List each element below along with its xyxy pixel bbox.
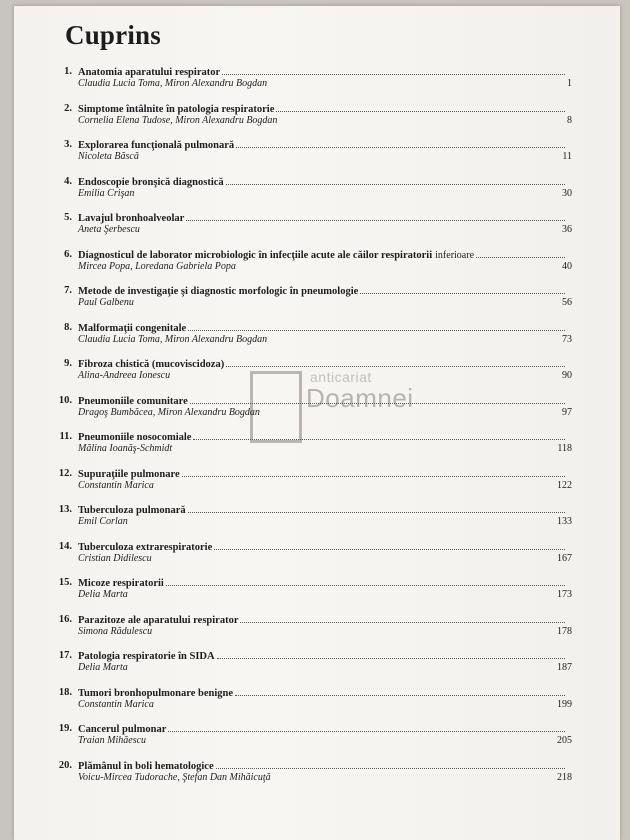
entry-title: Lavajul bronhoalveolar [78, 213, 185, 224]
entry-number: 11. [59, 431, 72, 442]
entry-number: 1. [64, 66, 72, 77]
entry-title-line [78, 541, 568, 553]
entry-title-line [78, 577, 568, 589]
dot-leader [240, 614, 565, 623]
entry-title: Cancerul pulmonar [78, 724, 167, 735]
dot-leader [235, 687, 565, 696]
toc-entry [14, 66, 620, 103]
entry-page-number: 97 [562, 406, 572, 418]
entry-page-number: 36 [562, 224, 572, 235]
entry-authors: Voicu-Mircea Tudorache, Ştefan Dan Mihăicuţă [78, 771, 271, 783]
entry-number: 10. [58, 394, 72, 406]
entry-authors: Cornelia Elena Tudose, Miron Alexandru Bogdan [78, 114, 278, 126]
entry-page-number: 8 [567, 114, 572, 126]
entry-number: 18. [58, 686, 72, 698]
toc-entry [14, 541, 620, 578]
entry-number: 8. [64, 321, 72, 333]
toc-entry [14, 285, 620, 322]
entry-title-line [78, 249, 568, 261]
toc-entry [14, 395, 620, 432]
dot-leader [226, 176, 565, 185]
entry-title: Parazitoze ale aparatului respirator [78, 614, 239, 626]
entry-title-line [78, 212, 568, 224]
dot-leader [168, 723, 565, 732]
entry-title-line [78, 723, 568, 735]
entry-authors: Constantin Marica [78, 479, 154, 491]
entry-page-number: 122 [557, 479, 572, 491]
toc-entry [14, 176, 620, 213]
dot-leader [226, 358, 565, 367]
entry-page-number: 199 [557, 698, 572, 710]
book-page [14, 6, 620, 840]
entry-page-number: 178 [557, 625, 572, 637]
entry-authors: Emilia Crişan [78, 187, 135, 199]
entry-title: Endoscopie bronşică diagnostică [78, 176, 224, 188]
entry-authors: Nicoleta Băscă [78, 151, 139, 162]
entry-page-number: 187 [557, 662, 572, 673]
entry-authors: Emil Corlan [78, 516, 128, 527]
entry-authors: Delia Marta [78, 589, 128, 600]
entry-authors: Mălina Ioanăş-Schmidt [78, 443, 173, 454]
entry-title-line [78, 760, 568, 772]
dot-leader [360, 285, 565, 294]
entry-authors: Traian Mihăescu [78, 735, 147, 746]
entry-title-line [78, 139, 568, 151]
dot-leader [216, 760, 565, 769]
entry-page-number: 1 [567, 78, 572, 89]
entry-number: 6. [64, 248, 72, 260]
entry-title-line [78, 504, 568, 516]
entry-title-line [78, 431, 568, 443]
entry-authors: Dragoş Bumbăcea, Miron Alexandru Bogdan [78, 406, 260, 418]
entry-title: Tumori bronhopulmonare benigne [78, 687, 234, 699]
entry-page-number: 133 [557, 516, 572, 527]
entry-page-number: 90 [562, 370, 572, 381]
entry-title-line [78, 103, 568, 115]
toc-entry [14, 614, 620, 651]
entry-title: Diagnosticul de laborator microbiologic în infecţiile acute ale căilor respiratorii [78, 249, 433, 261]
entry-number: 12. [58, 467, 72, 479]
entry-number: 20. [58, 759, 72, 771]
entry-title: Pneumoniile comunitare [78, 395, 188, 407]
entry-authors: Aneta Şerbescu [78, 224, 140, 235]
entry-page-number: 218 [557, 771, 572, 783]
entry-number: 17. [58, 650, 72, 661]
entry-title: Simptome întâlnite în patologia respiratorie [78, 103, 275, 115]
entry-authors: Delia Marta [78, 662, 128, 673]
dot-leader [166, 577, 565, 586]
entry-title-line [78, 285, 568, 297]
entry-page-number: 73 [562, 333, 572, 345]
toc-entry [14, 103, 620, 140]
entry-title-line [78, 468, 568, 480]
entry-title: Supuraţiile pulmonare [78, 468, 180, 480]
dot-leader [186, 212, 565, 221]
entry-page-number: 118 [557, 443, 572, 454]
toc-entry [14, 687, 620, 724]
entry-number: 19. [58, 723, 72, 734]
entry-title: Patologia respiratorie în SIDA [78, 651, 215, 662]
entry-page-number: 173 [557, 589, 572, 600]
page-title: Cuprins [65, 20, 161, 50]
toc-entry [14, 723, 620, 760]
entry-number: 7. [64, 285, 72, 296]
watermark-main-text: Doamnei [306, 383, 414, 413]
toc-entry [14, 139, 620, 176]
dot-leader [188, 504, 565, 513]
toc-entry [14, 760, 620, 797]
entry-number: 2. [64, 102, 72, 114]
entry-page-number: 40 [562, 260, 572, 272]
entry-title: Plămânul în boli hematologice [78, 760, 214, 772]
entry-title-line [78, 687, 568, 699]
entry-page-number: 56 [562, 297, 572, 308]
dot-leader [476, 249, 565, 258]
entry-authors: Alina-Andreea Ionescu [78, 370, 171, 381]
entry-title-line [78, 395, 568, 407]
entry-number: 9. [64, 358, 72, 369]
entry-title: Anatomia aparatului respirator [78, 67, 221, 78]
toc-entry [14, 249, 620, 286]
entry-page-number: 30 [562, 187, 572, 199]
entry-number: 16. [58, 613, 72, 625]
entry-authors: Constantin Marica [78, 698, 154, 710]
entry-title-line [78, 614, 568, 626]
dot-leader [188, 322, 565, 331]
dot-leader [217, 650, 565, 659]
watermark-top-text: anticariat [310, 369, 372, 385]
entry-number: 13. [58, 504, 72, 515]
entry-number: 5. [64, 212, 72, 223]
entry-authors: Claudia Lucia Toma, Miron Alexandru Bogdan [78, 78, 268, 89]
dot-leader [222, 66, 565, 75]
entry-page-number: 167 [557, 552, 572, 564]
dot-leader [182, 468, 565, 477]
entry-title-line [78, 66, 568, 78]
entry-number: 3. [64, 139, 72, 150]
dot-leader [236, 139, 565, 148]
toc-entry [14, 358, 620, 395]
toc-entry [14, 504, 620, 541]
entry-title: Micoze respiratorii [78, 578, 164, 589]
entry-title: Fibroza chistică (mucoviscidoza) [78, 359, 225, 370]
entry-authors: Paul Galbenu [78, 297, 134, 308]
toc-entry [14, 322, 620, 359]
toc-entry [14, 650, 620, 687]
toc-entry [14, 431, 620, 468]
entry-title: Pneumoniile nosocomiale [78, 432, 192, 443]
entry-page-number: 11 [562, 151, 572, 162]
entry-authors: Cristian Didilescu [78, 552, 152, 564]
entry-number: 14. [58, 540, 72, 552]
dot-leader [276, 103, 565, 112]
entry-number: 4. [64, 175, 72, 187]
entry-title: Tuberculoza extrarespiratorie [78, 541, 213, 553]
entry-title: Tuberculoza pulmonară [78, 505, 186, 516]
entry-title-line [78, 322, 568, 334]
entry-title: Explorarea funcţională pulmonară [78, 140, 235, 151]
entry-title-tail: inferioare [435, 249, 475, 261]
table-of-contents [14, 66, 620, 796]
entry-authors: Simona Rădulescu [78, 625, 153, 637]
entry-authors: Mircea Popa, Loredana Gabriela Popa [78, 260, 236, 272]
entry-page-number: 205 [557, 735, 572, 746]
entry-title-line [78, 176, 568, 188]
dot-leader [193, 431, 565, 440]
toc-entry [14, 212, 620, 249]
entry-number: 15. [58, 577, 72, 588]
toc-entry [14, 577, 620, 614]
entry-title-line [78, 358, 568, 370]
entry-title-line [78, 650, 568, 662]
dot-leader [190, 395, 565, 404]
entry-authors: Claudia Lucia Toma, Miron Alexandru Bogdan [78, 333, 268, 345]
dot-leader [214, 541, 565, 550]
entry-title: Malformaţii congenitale [78, 322, 187, 334]
toc-entry [14, 468, 620, 505]
entry-title: Metode de investigaţie şi diagnostic morfologic în pneumologie [78, 286, 359, 297]
